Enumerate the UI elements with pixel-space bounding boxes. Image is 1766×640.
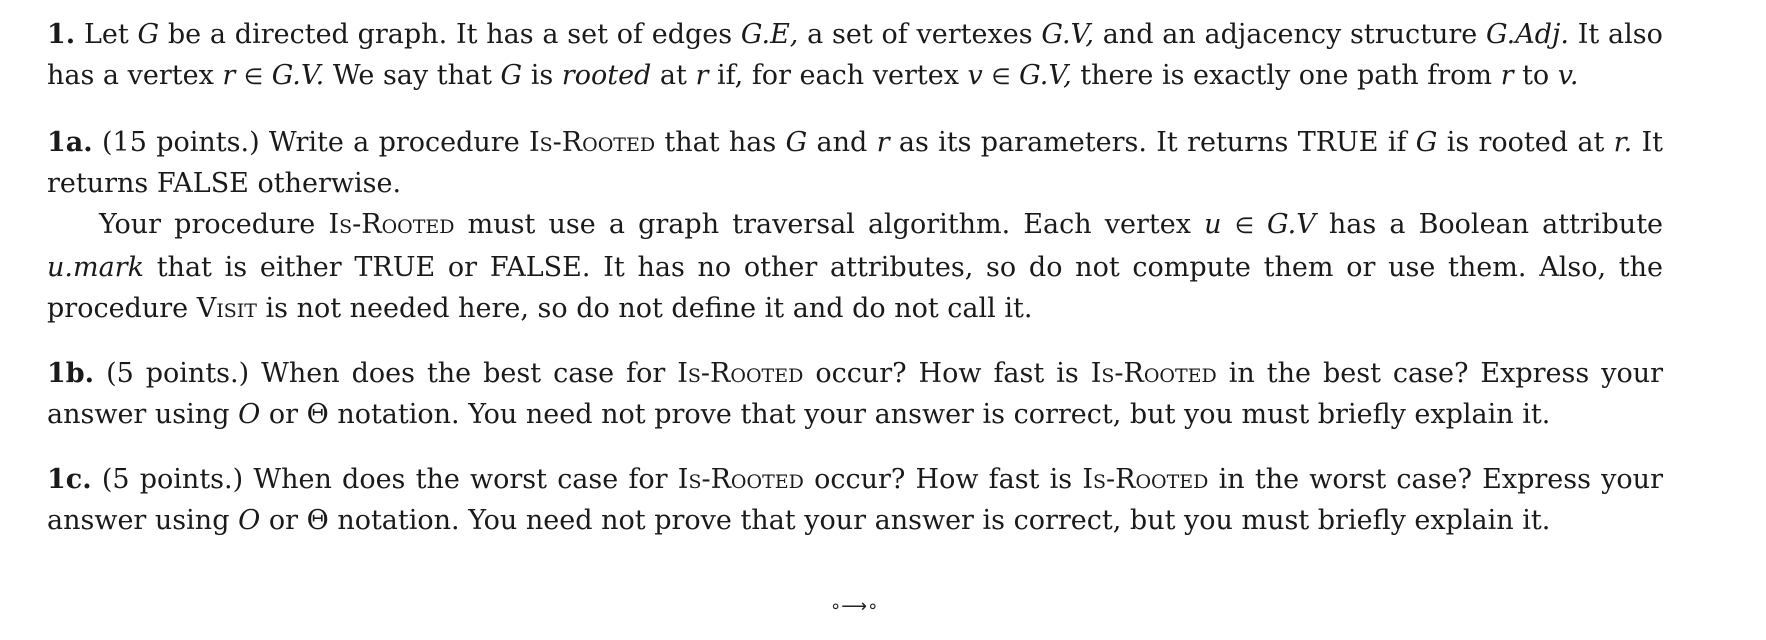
q1a-cont-7: is not needed here, so do not define it and do not call it. [265,293,1033,324]
q1-text-3: a set of vertexes [807,19,1033,50]
q1a-text-7: It returns [47,127,1664,199]
var-GV-4: G.V [1267,209,1316,240]
var-v: v [967,60,983,91]
element-of-symbol-3: ∈ [1234,214,1254,239]
big-o: O [238,399,261,430]
var-r-dot: r. [1613,127,1633,158]
q1c-text-4: or [268,505,298,536]
proc-is-rooted-6: Is-Rooted [1082,464,1209,495]
element-of-symbol-2: ∈ [991,65,1011,90]
q1a-cont-2: must use a graph traversal algorithm. Each vertex [467,209,1191,240]
q1a-text-2: that has [664,127,777,158]
q1c-text-5: notation. You need not prove that your answer is correct, but you must briefly explain it. [337,505,1551,536]
problem-page [47,14,1663,541]
big-theta-2: Θ [306,505,329,536]
var-r-3: r [1500,60,1514,91]
var-u: u [1204,209,1222,240]
var-u-mark: u.mark [47,252,144,283]
question-1b-label: 1b. [47,358,95,389]
q1-text-7: is [530,60,554,91]
q1b-text-2: occur? How fast is [815,358,1079,389]
var-GV-3: G.V, [1019,60,1072,91]
question-1-label: 1. [47,19,76,50]
q1a-text-3: and [816,127,868,158]
section-end-ornament: ∘⟶∘ [830,596,879,617]
q1-text-10: there is exactly one path from [1080,60,1492,91]
proc-is-rooted-2: Is-Rooted [328,209,455,240]
proc-is-rooted-5: Is-Rooted [677,464,804,495]
proc-is-rooted-3: Is-Rooted [677,358,804,389]
var-v-2: v. [1557,60,1579,91]
question-1c-paragraph [47,459,1663,541]
q1a-cont-1: Your procedure [99,209,316,240]
q1a-cont-3: has a Boolean attribute [1328,209,1664,240]
q1-text-2: be a directed graph. It has a set of edges [167,19,733,50]
q1-text-9: if, for each vertex [716,60,959,91]
keyword-true-2: TRUE [354,252,436,283]
keyword-false: FALSE [156,168,249,199]
q1a-text-6: is rooted at [1446,127,1605,158]
question-1a-paragraph [47,122,1663,204]
var-GAdj: G.Adj. [1486,19,1569,50]
proc-visit: Visit [196,293,257,324]
var-GE: G.E, [740,19,799,50]
question-1-paragraph [47,14,1663,98]
q1-text-5: It also has a vertex [47,19,1663,91]
element-of-symbol: ∈ [243,65,264,90]
big-o-2: O [238,505,261,536]
q1a-cont-5: or [447,252,478,283]
q1a-cont-4: that is either [156,252,342,283]
big-theta: Θ [306,399,329,430]
question-1c-label: 1c. [47,464,92,495]
var-GV: G.V, [1041,19,1094,50]
q1-text-1: Let [83,19,129,50]
q1b-text-4: or [268,399,298,430]
question-1a-continuation [47,204,1663,329]
q1b-text-3: in the best case? Express your answer using [47,358,1664,430]
var-GV-2: G.V. [271,60,325,91]
var-r: r [876,127,890,158]
q1c-text-1: (5 points.) When does the worst case for [101,464,668,495]
q1-text-6: We say that [332,60,492,91]
proc-is-rooted-4: Is-Rooted [1090,358,1217,389]
var-r: r [222,60,236,91]
keyword-false-2: FALSE. [489,252,591,283]
q1a-text-4: as its parameters. It returns [898,127,1289,158]
q1-text-11: to [1522,60,1550,91]
var-G: G [137,19,160,50]
question-1b-paragraph [47,353,1663,435]
q1c-text-3: in the worst case? Express your answer using [47,464,1663,536]
q1a-text-1: (15 points.) Write a procedure [102,127,520,158]
proc-is-rooted: Is-Rooted [529,127,656,158]
var-G-2: G [1415,127,1438,158]
q1a-text-5: if [1387,127,1407,158]
var-r-2: r [695,60,709,91]
question-1a-label: 1a. [47,127,93,158]
q1a-cont-6: It has no other attributes, so do not compute them or use them. Also, the procedure [47,252,1663,324]
var-G-2: G [500,60,523,91]
var-G: G [785,127,808,158]
q1a-text-8: otherwise. [257,168,402,199]
q1b-text-5: notation. You need not prove that your answer is correct, but you must briefly explain it. [337,399,1551,430]
q1-text-4: and an adjacency structure [1102,19,1478,50]
term-rooted: rooted [561,60,652,91]
q1c-text-2: occur? How fast is [814,464,1073,495]
q1b-text-1: (5 points.) When does the best case for [106,358,666,389]
q1-text-8: at [659,60,687,91]
keyword-true: TRUE [1297,127,1379,158]
